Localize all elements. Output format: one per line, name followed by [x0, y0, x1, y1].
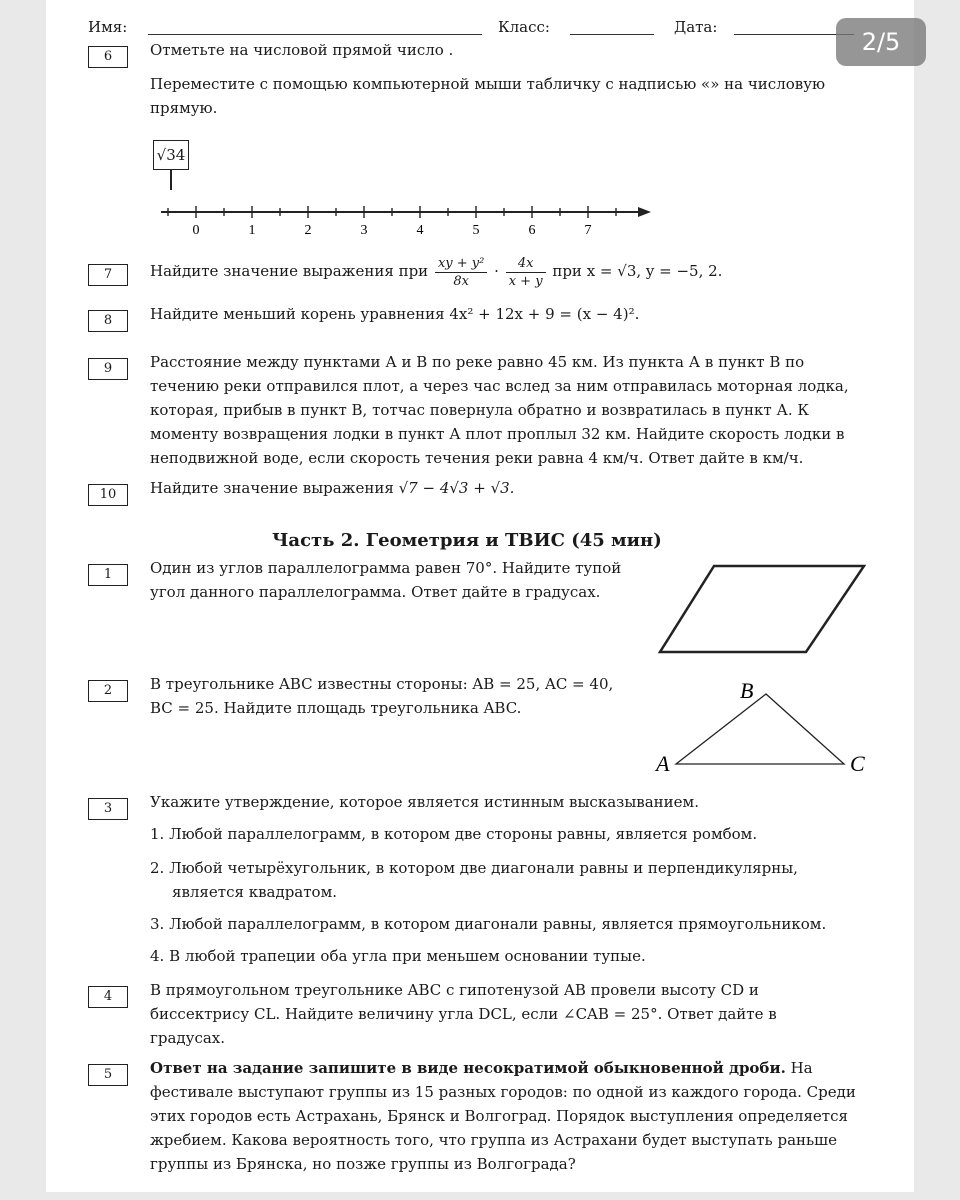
parallelogram-shape: [660, 566, 864, 652]
task-number: 7: [88, 264, 128, 286]
multiply-dot: ·: [494, 262, 499, 280]
task-line: В треугольнике ABC известны стороны: AB = 25, AC = 40,: [150, 675, 614, 693]
task-line: В прямоугольном треугольнике ABC с гипотенузой AB провели высоту CD и: [150, 981, 759, 999]
task-text-after: при x = √3, y = −5, 2.: [552, 262, 723, 280]
task-text: Найдите меньший корень уравнения 4x² + 12x + 9 = (x − 4)².: [150, 305, 640, 323]
number-line[interactable]: [156, 200, 656, 240]
number-line-tick-labels: [193, 223, 592, 238]
answer-option[interactable]: 3. Любой параллелограмм, в котором диагонали равны, является прямоугольником.: [150, 915, 827, 933]
task-number: 2: [88, 680, 128, 702]
task-line: BC = 25. Найдите площадь треугольника ABC.: [150, 699, 522, 717]
task-number: 1: [88, 564, 128, 586]
task-text-before: Найдите значение выражения при: [150, 262, 429, 280]
draggable-sqrt-card[interactable]: √34: [153, 140, 189, 170]
task-number: 5: [88, 1064, 128, 1086]
task-line: Один из углов параллелограмма равен 70°. Найдите тупой: [150, 559, 622, 577]
task-line: жребием. Какова вероятность того, что группа из Астрахани будет выступать раньше: [150, 1131, 838, 1149]
number-line-arrow: [638, 207, 651, 217]
answer-option[interactable]: 4. В любой трапеции оба угла при меньшем основании тупые.: [150, 947, 646, 965]
answer-option[interactable]: 1. Любой параллелограмм, в котором две стороны равны, является ромбом.: [150, 825, 758, 843]
triangle-shape: [676, 694, 844, 764]
section-title: Часть 2. Геометрия и ТВИС (45 мин): [272, 530, 662, 551]
vertex-label-b: B: [740, 678, 754, 703]
task-number: 3: [88, 798, 128, 820]
fraction-2: [506, 255, 546, 290]
task-text-before: Найдите значение выражения: [150, 479, 394, 497]
number-line-tick-label: 2: [304, 223, 312, 238]
number-line-tick-label: 7: [584, 223, 592, 238]
task-number: 6: [88, 46, 128, 68]
number-line-tick-label: 0: [192, 223, 200, 238]
task-line: группы из Брянска, но позже группы из Волгограда?: [150, 1155, 576, 1173]
fraction-1-numerator: xy + y²: [435, 255, 487, 273]
task-number: 9: [88, 358, 128, 380]
name-label: Имя:: [88, 18, 128, 36]
parallelogram-figure: [656, 560, 866, 660]
class-line: [570, 34, 654, 35]
task-text: [150, 250, 722, 292]
number-line-tick-label: 4: [416, 223, 424, 238]
task-line: градусах.: [150, 1029, 226, 1047]
fraction-2-numerator: 4x: [506, 255, 546, 273]
class-label: Класс:: [498, 18, 550, 36]
worksheet-page: [46, 0, 914, 1192]
task-line: течению реки отправился плот, а через час вслед за ним отправилась моторная лодка,: [150, 377, 849, 395]
vertex-label-a: A: [656, 751, 670, 776]
task-line: [150, 1056, 813, 1080]
vertex-label-c: C: [850, 751, 865, 776]
task-number: 8: [88, 310, 128, 332]
task-text: [150, 476, 514, 500]
answer-option-continuation: является квадратом.: [172, 883, 338, 901]
triangle-figure: [652, 676, 878, 776]
answer-option[interactable]: 2. Любой четырёхугольник, в котором две диагонали равны и перпендикулярны,: [150, 859, 798, 877]
task-number: 10: [88, 484, 128, 506]
card-pointer: [170, 170, 172, 190]
task-line: которая, прибыв в пункт В, тотчас повернула обратно и возвратилась в пункт А. К: [150, 401, 809, 419]
task-line: угол данного параллелограмма. Ответ дайте в градусах.: [150, 583, 601, 601]
task-bold-instruction: Ответ на задание запишите в виде несократимой обыкновенной дроби.: [150, 1059, 786, 1077]
number-line-tick-label: 1: [248, 223, 256, 238]
task-text-rest: На: [785, 1059, 813, 1077]
task-number: 4: [88, 986, 128, 1008]
task-line: биссектрису CL. Найдите величину угла DCL, если ∠CAB = 25°. Ответ дайте в: [150, 1005, 777, 1023]
fraction-1-denominator: 8x: [453, 273, 469, 289]
fraction-1: [435, 255, 487, 290]
task-instruction: Переместите с помощью компьютерной мыши табличку с надписью «» на числовую прямую.: [150, 75, 826, 117]
task-expression: √7 − 4√3 + √3.: [398, 479, 515, 497]
page-indicator: 2/5: [836, 18, 926, 66]
task-line: фестивале выступают группы из 15 разных городов: по одной из каждого города. Среди: [150, 1083, 856, 1101]
number-line-tick-label: 3: [360, 223, 368, 238]
task-line: моменту возвращения лодки в пункт А плот проплыл 32 км. Найдите скорость лодки в: [150, 425, 845, 443]
fraction-2-denominator: x + y: [508, 273, 543, 289]
date-label: Дата:: [674, 18, 718, 36]
task-line: Расстояние между пунктами А и В по реке равно 45 км. Из пункта А в пункт В по: [150, 353, 805, 371]
number-line-tick-label: 5: [472, 223, 480, 238]
number-line-tick-label: 6: [528, 223, 536, 238]
task-intro: Укажите утверждение, которое является истинным высказыванием.: [150, 793, 699, 811]
name-line: [148, 34, 482, 35]
task-line: неподвижной воде, если скорость течения реки равна 4 км/ч. Ответ дайте в км/ч.: [150, 449, 804, 467]
task-text: Отметьте на числовой прямой число .: [150, 41, 454, 59]
task-line: этих городов есть Астрахань, Брянск и Волгоград. Порядок выступления определяется: [150, 1107, 848, 1125]
